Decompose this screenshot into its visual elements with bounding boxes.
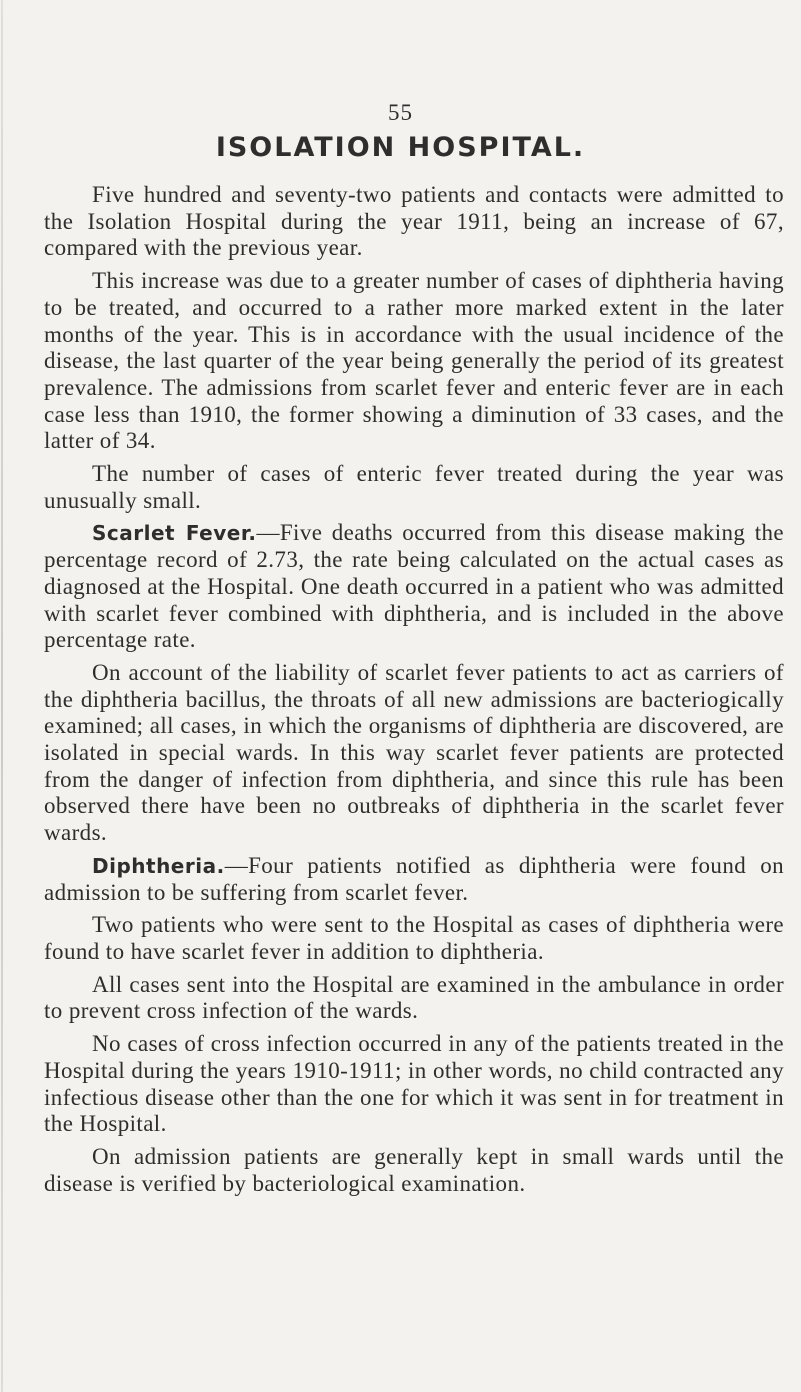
paragraph-text: Two patients who were sent to the Hospital as cases of diphtheria were found to have scarlet fever in addition to diphtheria.: [44, 912, 784, 964]
section-heading-diphtheria: Diphtheria.: [92, 853, 225, 878]
paragraph: [44, 853, 784, 906]
paragraph: [44, 268, 784, 455]
paragraph-text: No cases of cross infection occurred in any of the patients treated in the Hospital during the years 1910-1911; in other words, no child contracted any infectious disease other than the one for which it was sent in for treatment in the Hospital.: [44, 1031, 784, 1137]
paragraph: [44, 912, 784, 965]
body-text: [44, 182, 784, 1203]
page-title: ISOLATION HOSPITAL.: [215, 132, 586, 163]
paragraph-text: The number of cases of enteric fever treated during the year was unusually small.: [44, 461, 784, 513]
page-number: 55: [388, 100, 413, 125]
paragraph: [44, 972, 784, 1025]
page-gutter-line: [1, 0, 3, 1392]
paragraph-text: —Five deaths occurred from this disease making the percentage record of 2.73, the rate being calculated on the actual cases as diagnosed at the Hospital. One death occurred in a patient who was admitted with scarlet fever combined with diphtheria, and is included in the above percentage rate.: [44, 520, 784, 653]
paragraph: [44, 182, 784, 262]
paragraph: [44, 1144, 784, 1197]
paragraph: [44, 660, 784, 847]
paragraph-text: —Four patients notified as diphtheria were found on admission to be suffering from scarlet fever.: [44, 852, 784, 905]
paragraph: [44, 461, 784, 514]
paragraph-text: On account of the liability of scarlet fever patients to act as carriers of the diphtheria bacillus, the throats of all new admissions are bacteriogically examined; all cases, in which the organisms of diphtheria are discovered, are isolated in special wards. In this way scarlet fever patients are protected from the danger of infection from diphtheria, and since this rule has been observed there have been no outbreaks of diphtheria in the scarlet fever wards.: [44, 659, 784, 846]
paragraph: [44, 1031, 784, 1138]
paragraph-text: On admission patients are generally kept in small wards until the disease is verified by bacteriological examination.: [44, 1143, 784, 1196]
paragraph: [44, 520, 784, 654]
paragraph-text: Five hundred and seventy-two patients and contacts were admitted to the Isolation Hospital during the year 1911, being an increase of 67, compared with the previous year.: [44, 182, 784, 261]
paragraph-text: This increase was due to a greater number of cases of diphtheria having to be treated, and occurred to a rather more marked extent in the later months of the year. This is in accordance with the usual incidence of the disease, the last quarter of the year being generally the period of its greatest prevalence. The admissions from scarlet fever and enteric fever are in each case less than 1910, the former showing a diminution of 33 cases, and the latter of 34.: [44, 268, 784, 454]
paragraph-text: All cases sent into the Hospital are examined in the ambulance in order to prevent cross infection of the wards.: [44, 971, 784, 1024]
section-heading-scarlet-fever: Scarlet Fever.: [92, 521, 257, 546]
